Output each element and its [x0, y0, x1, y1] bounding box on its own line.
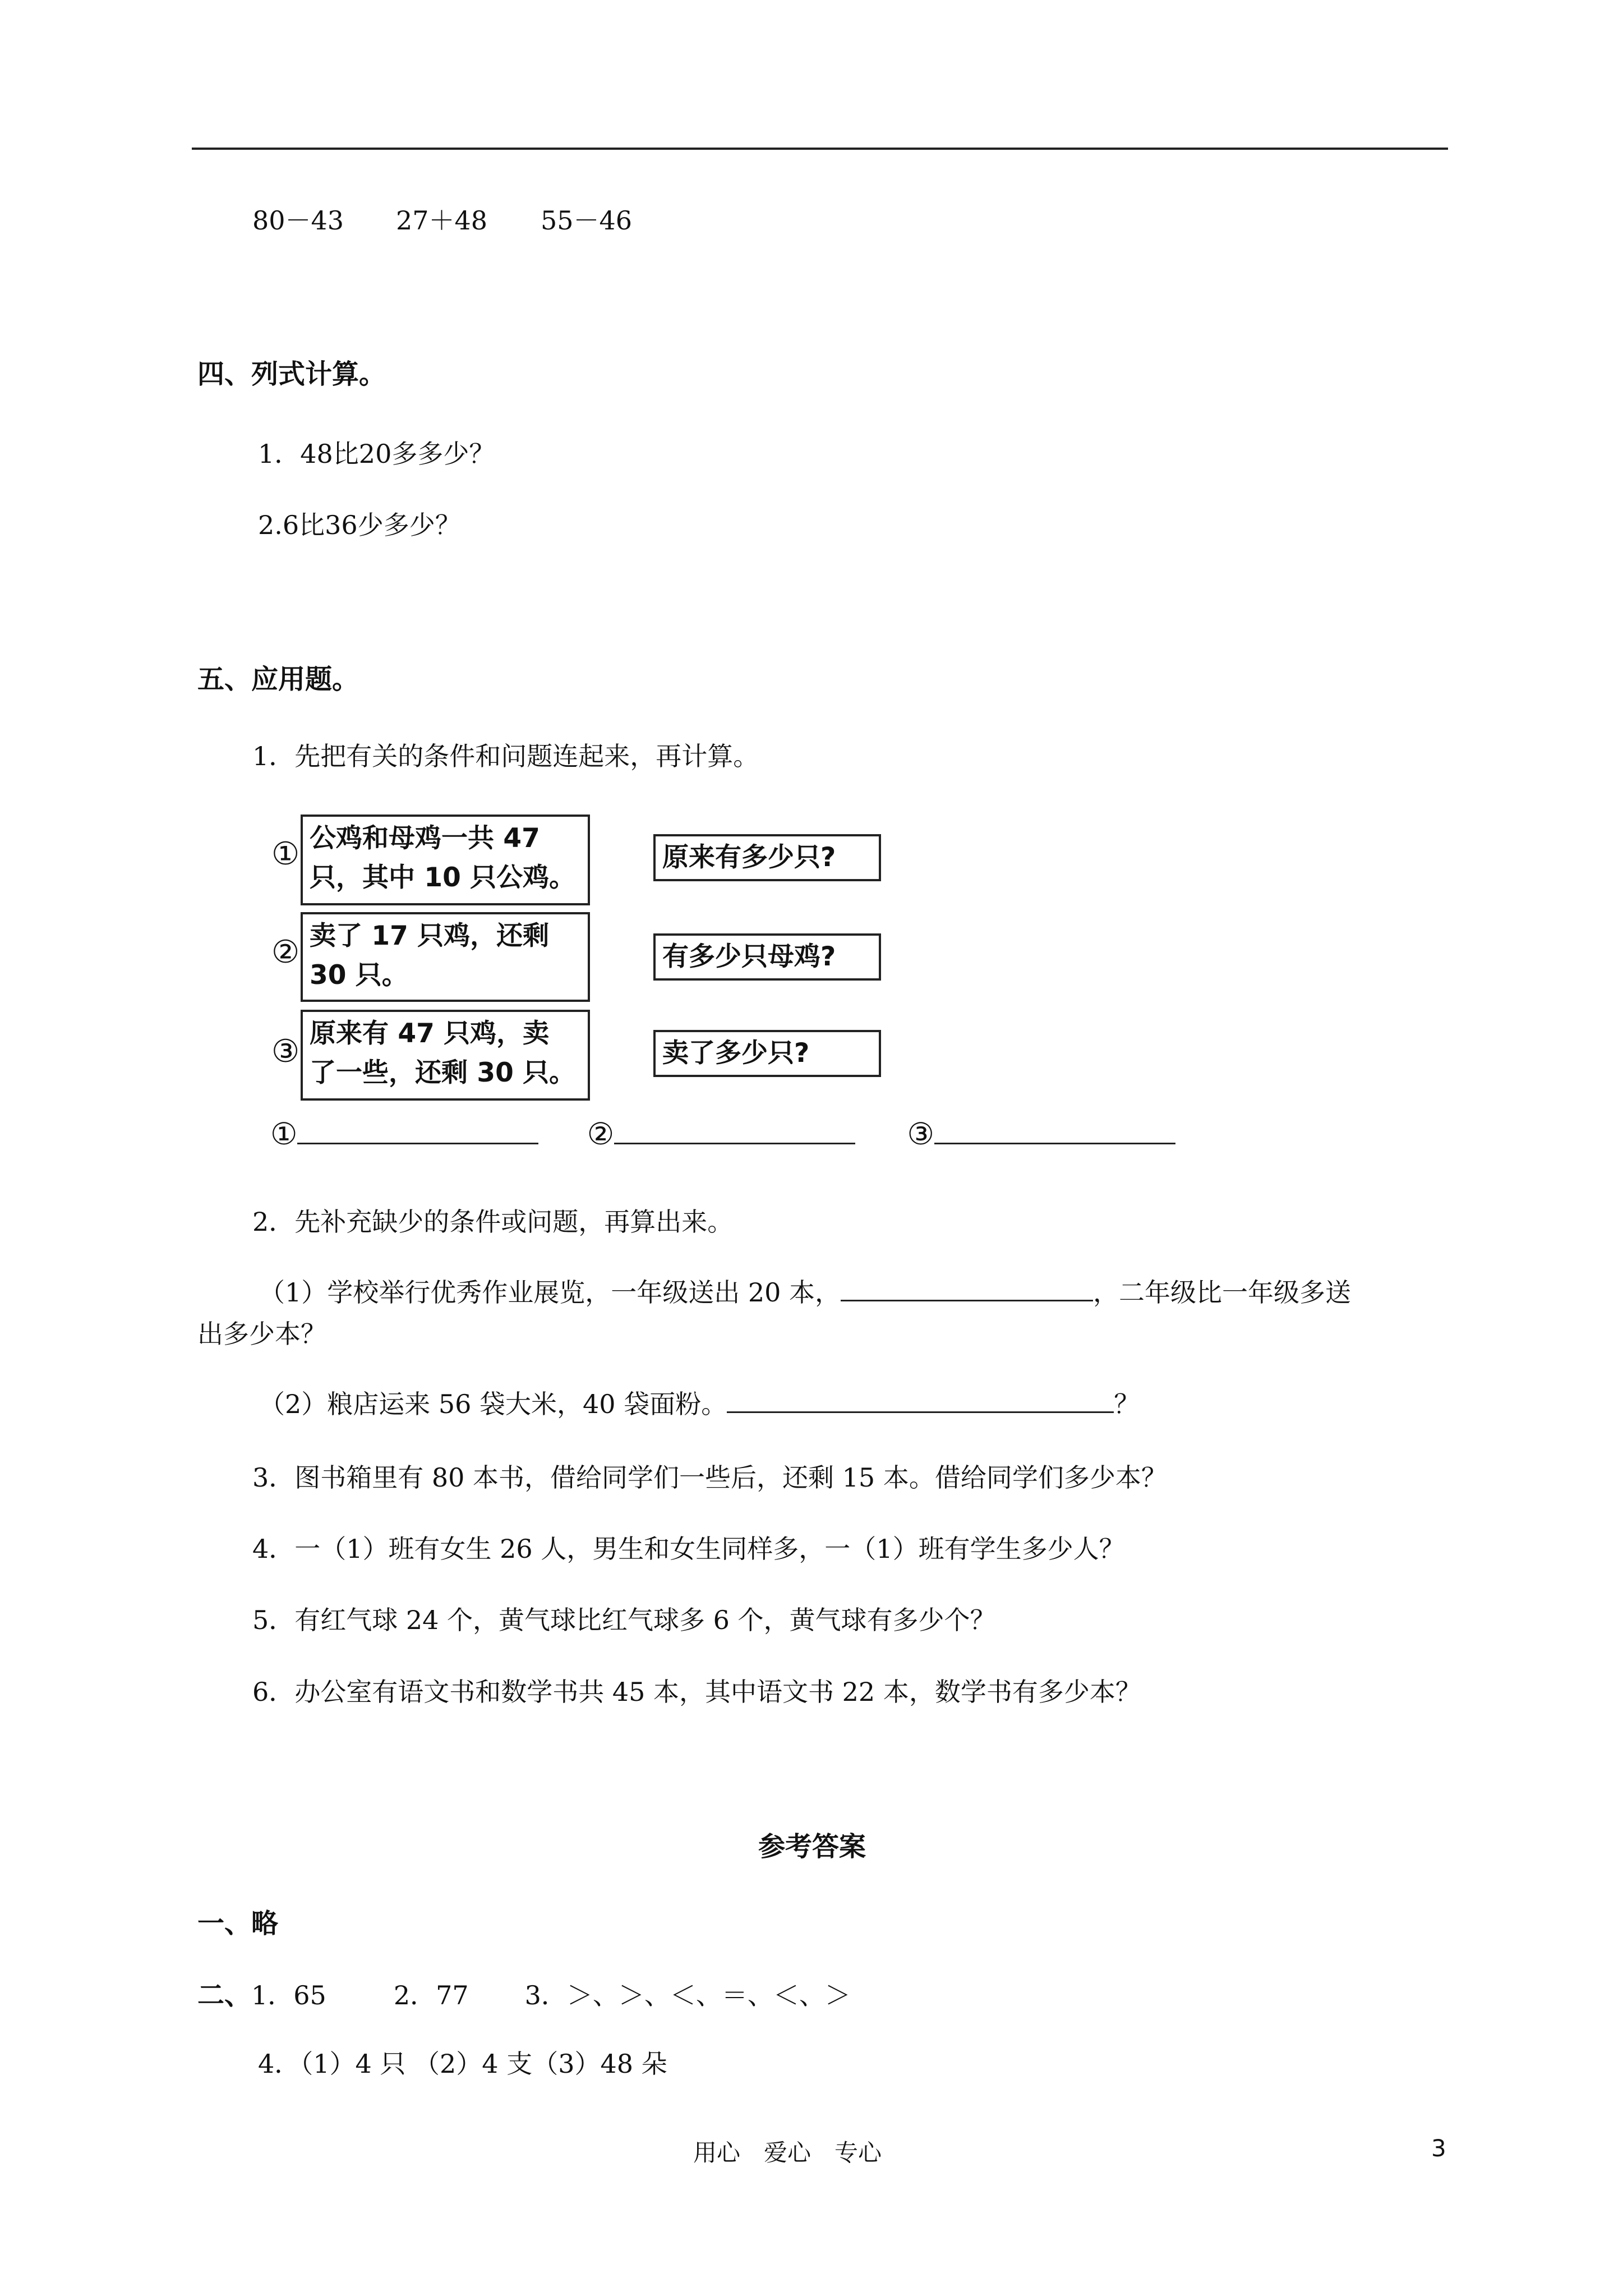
condition-number-2: ② [271, 934, 300, 970]
condition-2-line-1: 卖了 17 只鸡，还剩 [310, 921, 550, 951]
answer-blank-3[interactable] [934, 1143, 1175, 1144]
answer-2-item-4: 4．（1）4 只 （2）4 支（3）48 朵 [258, 2049, 667, 2079]
question-2-2-part-a: （2）粮店运来 56 袋大米，40 袋面粉。 [259, 1389, 727, 1419]
header-rule [192, 148, 1448, 150]
condition-1-line-2: 只，其中 10 只公鸡。 [310, 862, 576, 893]
condition-number-3: ③ [271, 1033, 300, 1070]
condition-box-3[interactable] [301, 1010, 590, 1101]
answer-label-1: ① [270, 1116, 298, 1152]
question-box-3[interactable]: 卖了多少只? [653, 1030, 881, 1077]
section-4-item-2: 2.6比36少多少？ [258, 510, 461, 540]
condition-box-2[interactable] [301, 912, 590, 1002]
calc-expression-1: 80－43 [252, 205, 344, 236]
question-5: 5．有红气球 24 个，黄气球比红气球多 6 个，黄气球有多少个？ [252, 1605, 996, 1635]
answer-2-item-2: 2．77 [393, 1980, 469, 2010]
question-2-1 [259, 1272, 1351, 1309]
answer-blank-2[interactable] [614, 1143, 855, 1144]
question-2-2-part-b: ？ [1114, 1389, 1140, 1419]
question-2-1-blank[interactable] [841, 1300, 1093, 1301]
question-2-2-blank[interactable] [727, 1411, 1114, 1413]
section-4-title: 四、列式计算。 [197, 358, 386, 390]
question-box-2[interactable]: 有多少只母鸡? [653, 933, 881, 981]
question-3: 3．图书箱里有 80 本书，借给同学们一些后，还剩 15 本。借给同学们多少本？ [252, 1462, 1167, 1493]
question-2-1-continued: 出多少本？ [197, 1319, 326, 1349]
question-2-2 [259, 1384, 1140, 1421]
answer-label-3: ③ [907, 1116, 934, 1152]
condition-3-line-2: 了一些，还剩 30 只。 [310, 1057, 576, 1088]
condition-3-line-1: 原来有 47 只鸡，卖 [310, 1018, 550, 1049]
answer-2-item-1: 1．65 [251, 1980, 326, 2010]
question-2: 2．先补充缺少的条件或问题，再算出来。 [252, 1207, 734, 1237]
answer-blank-1[interactable] [297, 1143, 538, 1144]
section-5-title: 五、应用题。 [197, 664, 359, 695]
question-2-1-part-b: ，二年级比一年级多送 [1093, 1277, 1352, 1308]
section-4-item-1: 1．48比20多多少？ [258, 439, 495, 469]
question-2-1-part-a: （1）学校举行优秀作业展览，一年级送出 20 本， [259, 1277, 841, 1308]
question-4: 4．一（1）班有女生 26 人，男生和女生同样多，一（1）班有学生多少人？ [252, 1534, 1125, 1564]
question-1: 1．先把有关的条件和问题连起来，再计算。 [252, 741, 759, 771]
answer-label-2: ② [587, 1116, 615, 1152]
page-number: 3 [1431, 2134, 1446, 2162]
condition-box-1[interactable] [301, 815, 590, 905]
answer-section-1: 一、略 [197, 1908, 279, 1939]
answer-section-2 [197, 1973, 851, 2012]
condition-2-line-2: 30 只。 [310, 960, 408, 991]
question-6: 6．办公室有语文书和数学书共 45 本，其中语文书 22 本，数学书有多少本？ [252, 1677, 1141, 1707]
answer-row [270, 1116, 1175, 1152]
condition-1-line-1: 公鸡和母鸡一共 47 [310, 823, 540, 854]
answer-2-item-3: 3．＞、＞、＜、＝、＜、＞ [524, 1980, 851, 2010]
footer-motto: 用心 爱心 专心 [693, 2139, 882, 2166]
condition-number-1: ① [271, 836, 300, 872]
answers-title: 参考答案 [758, 1831, 866, 1862]
calc-expression-2: 27＋48 [396, 205, 488, 236]
answer-section-2-prefix: 二、 [197, 1980, 252, 2011]
calc-expression-3: 55－46 [541, 205, 633, 236]
question-box-1[interactable]: 原来有多少只? [653, 834, 881, 881]
